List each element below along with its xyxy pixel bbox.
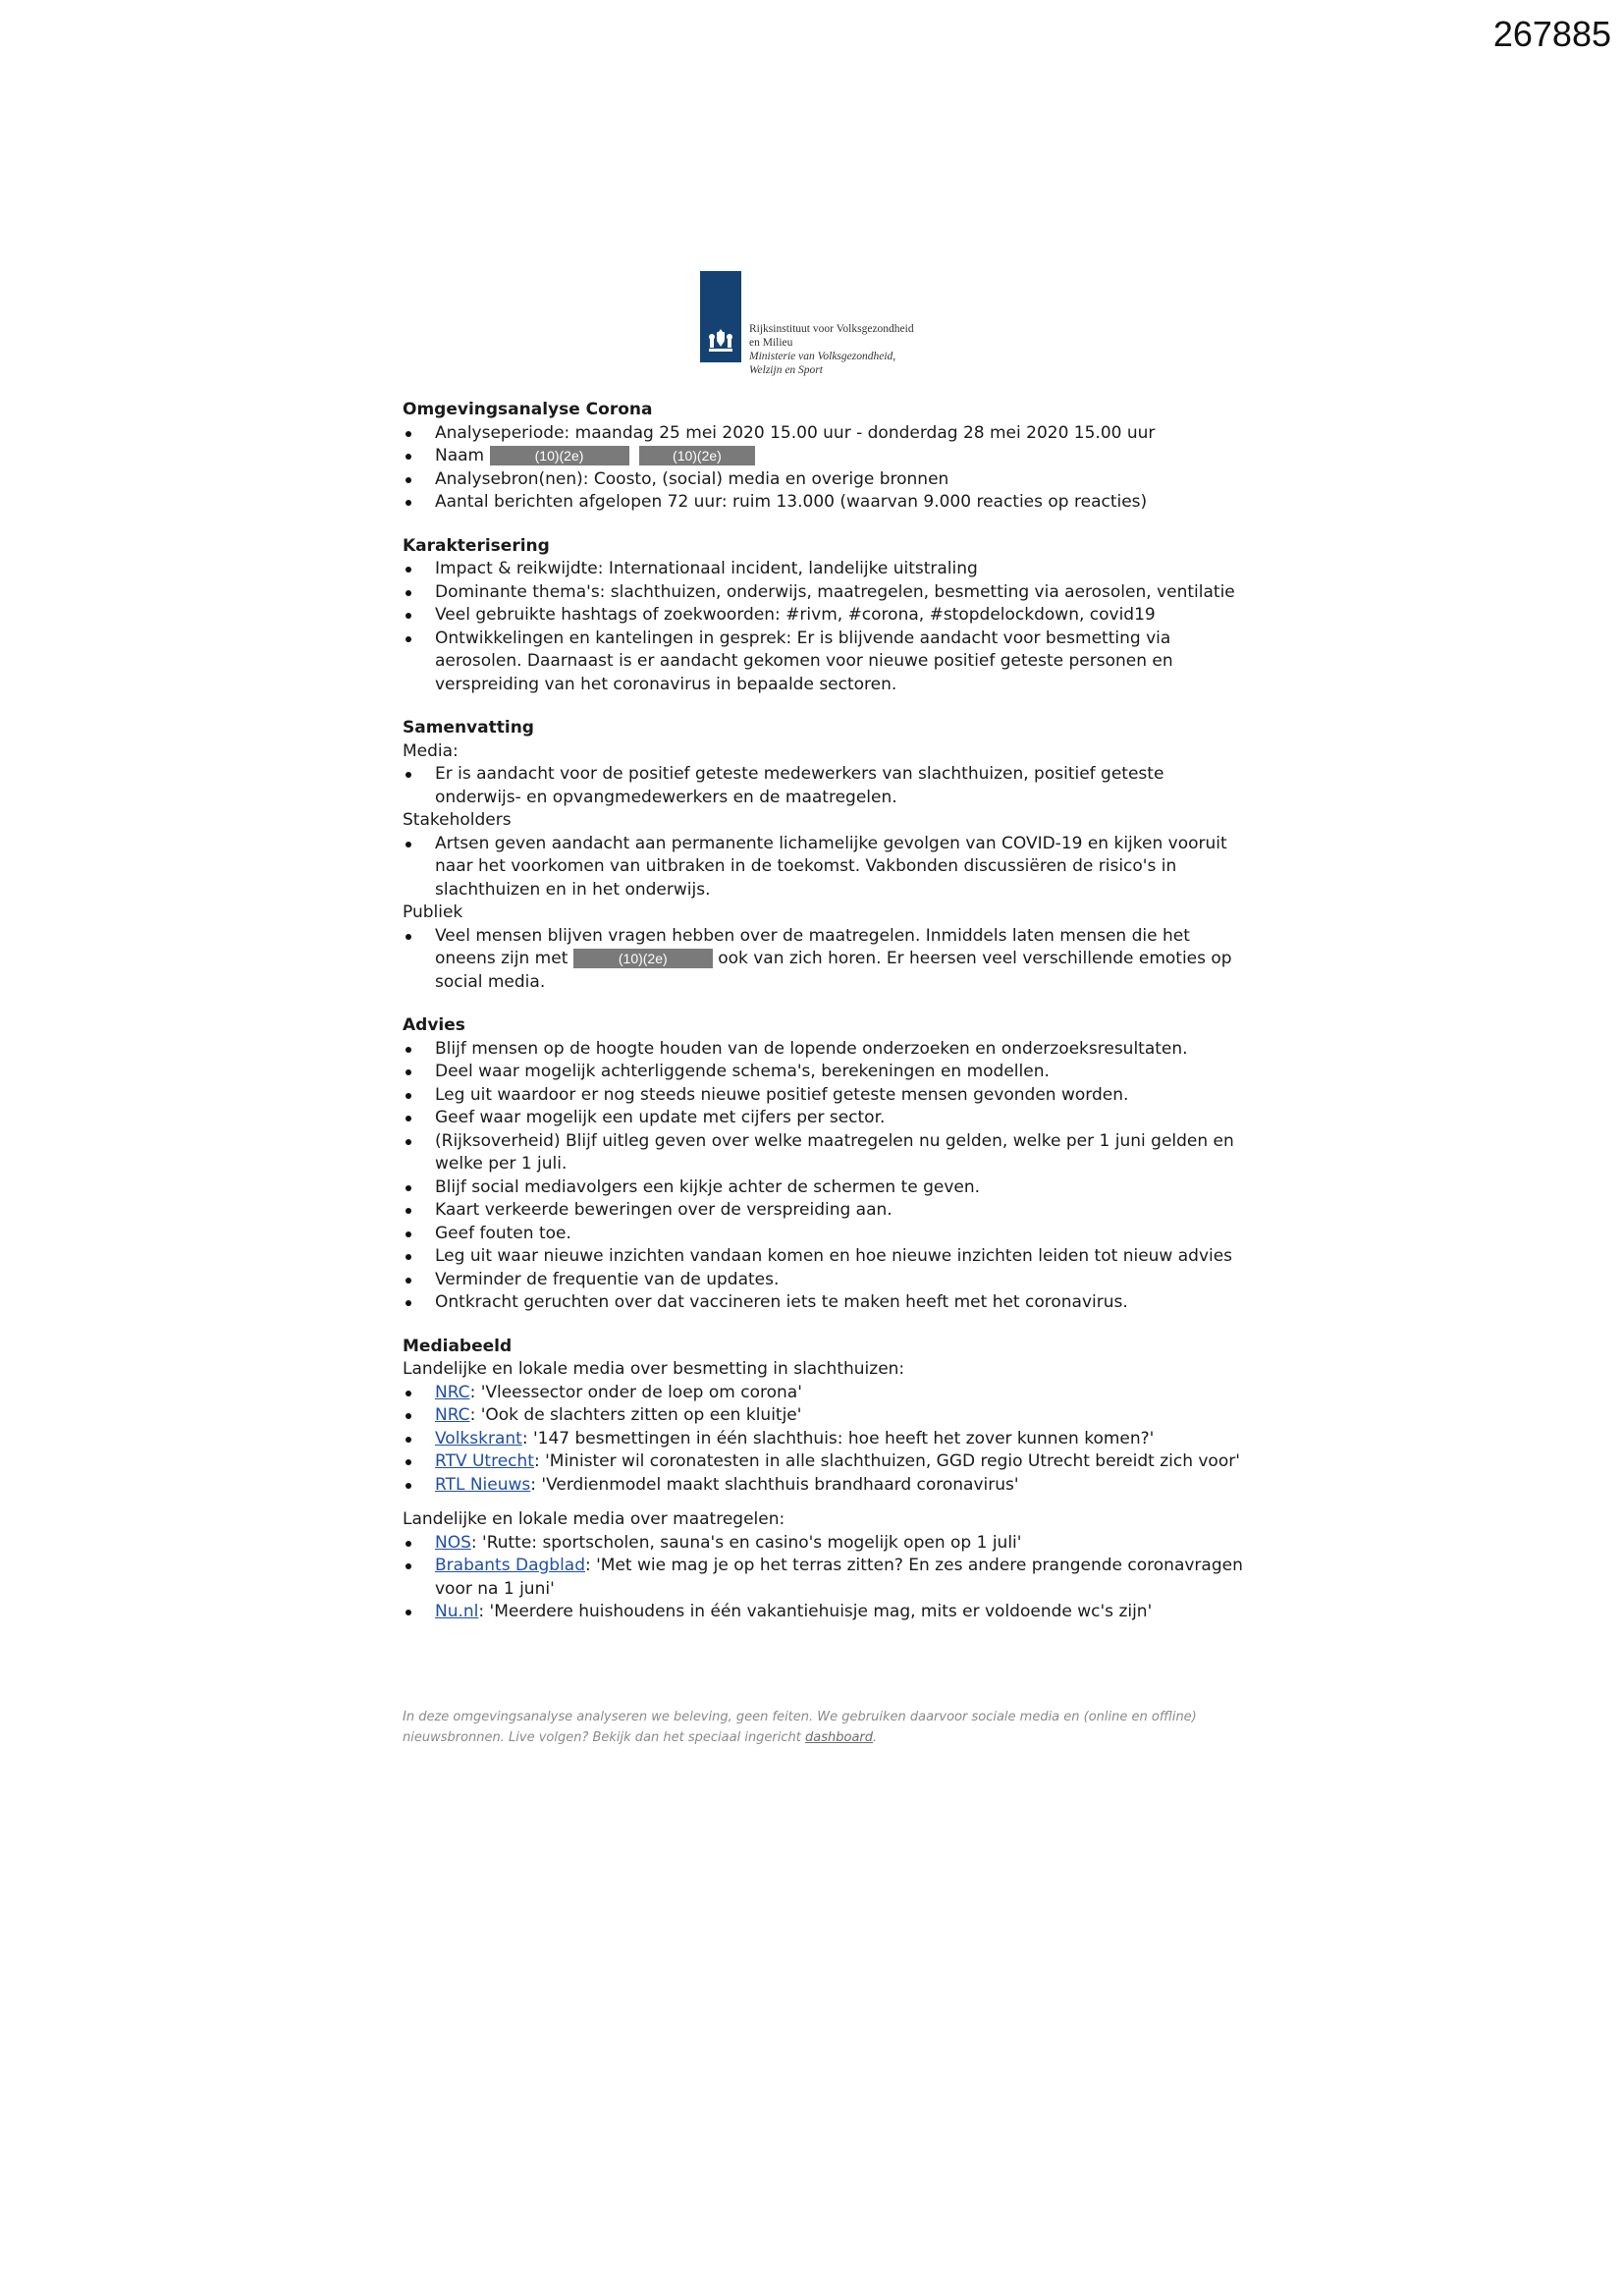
media-source-list — [403, 1532, 1247, 1624]
document-title: Omgevingsanalyse Corona — [403, 400, 653, 419]
list-item: Artsen geven aandacht aan permanente lichamelijke gevolgen van COVID-19 en kijken vooruit naar het voorkomen van uitbraken in de toekomst. Vakbonden discussiëren de risico's in slachthuizen en in het onderwijs. — [403, 833, 1247, 902]
list-item: Er is aandacht voor de positief geteste medewerkers van slachthuizen, positief geteste onderwijs- en opvangmedewerkers en de maatregelen. — [403, 763, 1247, 809]
redaction-box: (10)(2e) — [573, 949, 713, 968]
list-item: Ontwikkelingen en kantelingen in gesprek: Er is blijvende aandacht voor besmetting via aerosolen. Daarnaast is er aandacht gekomen voor nieuwe positief geteste personen en verspreiding van het coronavirus in bepaalde sectoren. — [403, 628, 1247, 697]
media-headline: : 'Verdienmodel maakt slachthuis brandhaard coronavirus' — [530, 1474, 1019, 1495]
list-item: Blijf mensen op de hoogte houden van de lopende onderzoeken en onderzoeksresultaten. — [403, 1038, 1247, 1062]
list-item: Kaart verkeerde beweringen over de verspreiding aan. — [403, 1199, 1247, 1223]
media-item — [403, 1428, 1247, 1451]
media-item — [403, 1404, 1247, 1428]
publiek-list — [403, 925, 1247, 995]
section-header — [403, 399, 1247, 515]
list-item: Dominante thema's: slachthuizen, onderwijs, maatregelen, besmetting via aerosolen, ventilatie — [403, 581, 1247, 605]
spacer — [403, 1497, 1247, 1508]
section-title: Mediabeeld — [403, 1336, 513, 1356]
logo-line-2: en Milieu — [749, 337, 793, 349]
section-title: Advies — [403, 1015, 465, 1035]
media-source-link[interactable]: RTL Nieuws — [435, 1474, 531, 1495]
media-list — [403, 763, 1247, 809]
document-body — [403, 399, 1247, 1624]
media-headline: : '147 besmettingen in één slachthuis: hoe heeft het zover kunnen komen?' — [521, 1428, 1155, 1449]
list-item: Aantal berichten afgelopen 72 uur: ruim 13.000 (waarvan 9.000 reacties op reacties) — [403, 491, 1247, 515]
list-item: Geef waar mogelijk een update met cijfers per sector. — [403, 1107, 1247, 1130]
redaction-box: (10)(2e) — [490, 446, 629, 465]
section-mediabeeld — [403, 1336, 1247, 1624]
list-item: Ontkracht geruchten over dat vaccineren iets te maken heeft met het coronavirus. — [403, 1291, 1247, 1315]
media-headline: : 'Ook de slachters zitten op een kluitje' — [469, 1405, 802, 1425]
media-source-list — [403, 1382, 1247, 1498]
media-source-link[interactable]: Nu.nl — [435, 1602, 479, 1621]
media-source-link[interactable]: NRC — [435, 1382, 470, 1402]
media-source-link[interactable]: Brabants Dagblad — [435, 1556, 585, 1575]
list-item: (Rijksoverheid) Blijf uitleg geven over welke maatregelen nu gelden, welke per 1 juni gelden en welke per 1 juli. — [403, 1130, 1247, 1176]
footer-end: . — [873, 1730, 878, 1745]
list-item: Deel waar mogelijk achterliggende schema's, berekeningen en modellen. — [403, 1061, 1247, 1084]
dashboard-link[interactable]: dashboard — [805, 1730, 874, 1745]
footer-note — [403, 1707, 1247, 1748]
media-label: Media: — [403, 740, 459, 761]
section-title: Karakterisering — [403, 535, 550, 556]
list-item: Veel gebruikte hashtags of zoekwoorden: #rivm, #corona, #stopdelockdown, covid19 — [403, 604, 1247, 628]
logo-line-3: Ministerie van Volksgezondheid, — [749, 351, 896, 362]
media-item — [403, 1601, 1247, 1624]
list-item: Verminder de frequentie van de updates. — [403, 1269, 1247, 1292]
media-headline: : 'Rutte: sportscholen, sauna's en casino's mogelijk open op 1 juli' — [470, 1532, 1022, 1553]
section-advies — [403, 1014, 1247, 1315]
publiek-label: Publiek — [403, 902, 463, 922]
stakeholders-list — [403, 833, 1247, 902]
footer-text: In deze omgevingsanalyse analyseren we beleving, geen feiten. We gebruiken daarvoor sociale media en (online en offline) nieuwsbronnen. Live volgen? Bekijk dan het speciaal ingericht — [403, 1710, 1197, 1745]
media-source-link[interactable]: NRC — [435, 1405, 470, 1425]
media-item — [403, 1532, 1247, 1556]
crest-icon — [706, 327, 735, 355]
name-label: Naam — [435, 446, 485, 465]
media-source-link[interactable]: Volkskrant — [435, 1428, 522, 1449]
media-headline: : 'Minister wil coronatesten in alle slachthuizen, GGD regio Utrecht bereidt zich voor' — [533, 1451, 1240, 1471]
logo-text — [749, 322, 914, 377]
media-headline: : 'Met wie mag je op het terras zitten? En zes andere prangende coronavragen voor na 1 juni' — [435, 1556, 1243, 1599]
publiek-text-after: ook van zich horen. Er heersen veel verschillende emoties op social media. — [435, 949, 1232, 992]
section-karakterisering — [403, 535, 1247, 697]
list-item: Geef fouten toe. — [403, 1223, 1247, 1246]
advies-list — [403, 1038, 1247, 1315]
section-samenvatting — [403, 717, 1247, 994]
section-title: Samenvatting — [403, 718, 534, 738]
list-item: Analyseperiode: maandag 25 mei 2020 15.00 uur - donderdag 28 mei 2020 15.00 uur — [403, 422, 1247, 446]
list-item-name — [403, 445, 1247, 468]
media-headline: : 'Meerdere huishoudens in één vakantiehuisje mag, mits er voldoende wc's zijn' — [478, 1602, 1153, 1621]
list-item: Impact & reikwijdte: Internationaal incident, landelijke uitstraling — [403, 558, 1247, 581]
karakterisering-list — [403, 558, 1247, 696]
rijksoverheid-logo — [700, 271, 914, 377]
media-item — [403, 1450, 1247, 1474]
logo-line-4: Welzijn en Sport — [749, 364, 823, 376]
header-list — [403, 422, 1247, 515]
media-source-link[interactable]: RTV Utrecht — [435, 1451, 534, 1471]
list-item: Leg uit waardoor er nog steeds nieuwe positief geteste mensen gevonden worden. — [403, 1084, 1247, 1108]
group-label: Landelijke en lokale media over maatregelen: — [403, 1509, 785, 1529]
list-item: Blijf social mediavolgers een kijkje achter de schermen te geven. — [403, 1176, 1247, 1200]
media-item — [403, 1474, 1247, 1498]
group-label: Landelijke en lokale media over besmetting in slachthuizen: — [403, 1359, 905, 1379]
list-item-publiek — [403, 925, 1247, 995]
media-item — [403, 1555, 1247, 1601]
logo-bar — [700, 271, 741, 362]
publiek-text-before: Veel mensen blijven vragen hebben over de maatregelen. Inmiddels laten mensen die het oneens zijn met — [435, 925, 1190, 968]
logo-line-1: Rijksinstituut voor Volksgezondheid — [749, 323, 914, 335]
redaction-box: (10)(2e) — [639, 446, 755, 465]
list-item: Leg uit waar nieuwe inzichten vandaan komen en hoe nieuwe inzichten leiden tot nieuw advies — [403, 1245, 1247, 1269]
media-source-link[interactable]: NOS — [435, 1532, 471, 1553]
stakeholders-label: Stakeholders — [403, 810, 512, 830]
media-headline: : 'Vleessector onder de loep om corona' — [469, 1382, 802, 1402]
list-item: Analysebron(nen): Coosto, (social) media en overige bronnen — [403, 468, 1247, 492]
document-id: 267885 — [1492, 14, 1611, 54]
media-item — [403, 1382, 1247, 1405]
